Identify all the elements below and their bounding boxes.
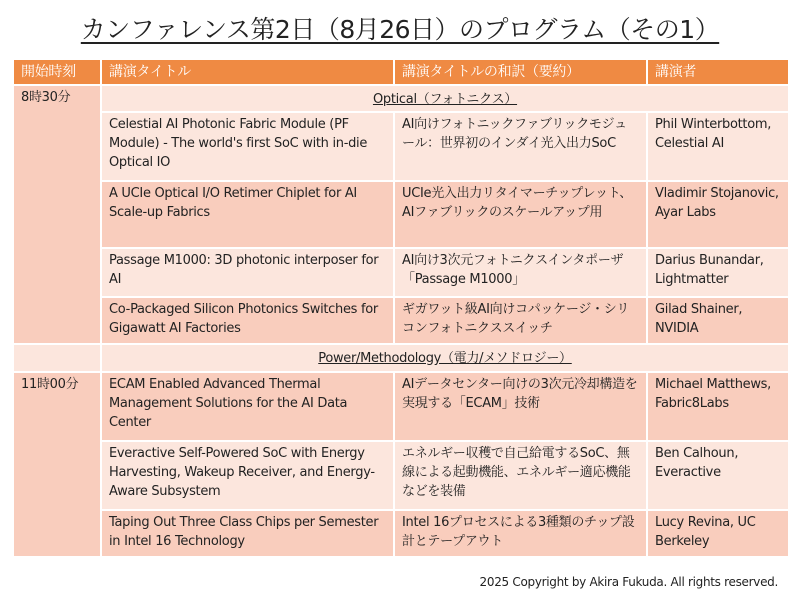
table-row [13, 372, 789, 441]
table-row [13, 112, 789, 181]
speaker: Phil Winterbottom, Celestial AI [647, 112, 789, 181]
talk-title: Co-Packaged Silicon Photonics Switches for Gigawatt AI Factories [101, 297, 394, 344]
table-row [13, 441, 789, 510]
speaker: Darius Bunandar, Lightmatter [647, 248, 789, 297]
speaker: Vladimir Stojanovic, Ayar Labs [647, 181, 789, 248]
talk-title: ECAM Enabled Advanced Thermal Management Solutions for the AI Data Center [101, 372, 394, 441]
talk-title: Passage M1000: 3D photonic interposer for AI [101, 248, 394, 297]
table-row [13, 297, 789, 344]
program-table [12, 58, 790, 558]
section-title: Optical（フォトニクス） [101, 85, 789, 112]
start-time: 11時00分 [13, 372, 101, 557]
talk-translation: AI向けフォトニックファブリックモジュール：世界初のインダイ光入出力SoC [394, 112, 647, 181]
speaker: Gilad Shainer, NVIDIA [647, 297, 789, 344]
header-speaker: 講演者 [647, 59, 789, 85]
table-row [13, 248, 789, 297]
start-time: 8時30分 [13, 85, 101, 344]
page-title: カンファレンス第2日（8月26日）のプログラム（その1） [80, 15, 720, 44]
header-title: 講演タイトル [101, 59, 394, 85]
section-title: Power/Methodology（電力/メソドロジー） [101, 344, 789, 372]
talk-title: Everactive Self-Powered SoC with Energy Harvesting, Wakeup Receiver, and Energy-Aware Subsystem [101, 441, 394, 510]
empty-time-cell [13, 344, 101, 372]
speaker: Ben Calhoun, Everactive [647, 441, 789, 510]
table-row [13, 510, 789, 557]
talk-title: Taping Out Three Class Chips per Semester in Intel 16 Technology [101, 510, 394, 557]
talk-title: Celestial AI Photonic Fabric Module (PF Module) - The world's first SoC with in-die Optical IO [101, 112, 394, 181]
section-row [13, 344, 789, 372]
header-translation: 講演タイトルの和訳（要約） [394, 59, 647, 85]
talk-translation: AIデータセンター向けの3次元冷却構造を実現する「ECAM」技術 [394, 372, 647, 441]
talk-title: A UCIe Optical I/O Retimer Chiplet for AI Scale-up Fabrics [101, 181, 394, 248]
talk-translation: AI向け3次元フォトニクスインタポーザ「Passage M1000」 [394, 248, 647, 297]
talk-translation: Intel 16プロセスによる3種類のチップ設計とテープアウト [394, 510, 647, 557]
talk-translation: ギガワット級AI向けコパッケージ・シリコンフォトニクススイッチ [394, 297, 647, 344]
table-row [13, 181, 789, 248]
talk-translation: UCIe光入出力リタイマーチップレット、AIファブリックのスケールアップ用 [394, 181, 647, 248]
talk-translation: エネルギー収穫で自己給電するSoC、無線による起動機能、エネルギー適応機能などを装備 [394, 441, 647, 510]
section-row [13, 85, 789, 112]
speaker: Michael Matthews, Fabric8Labs [647, 372, 789, 441]
copyright: 2025 Copyright by Akira Fukuda. All rights reserved. [479, 575, 778, 589]
header-start-time: 開始時刻 [13, 59, 101, 85]
speaker: Lucy Revina, UC Berkeley [647, 510, 789, 557]
table-header [13, 59, 789, 85]
